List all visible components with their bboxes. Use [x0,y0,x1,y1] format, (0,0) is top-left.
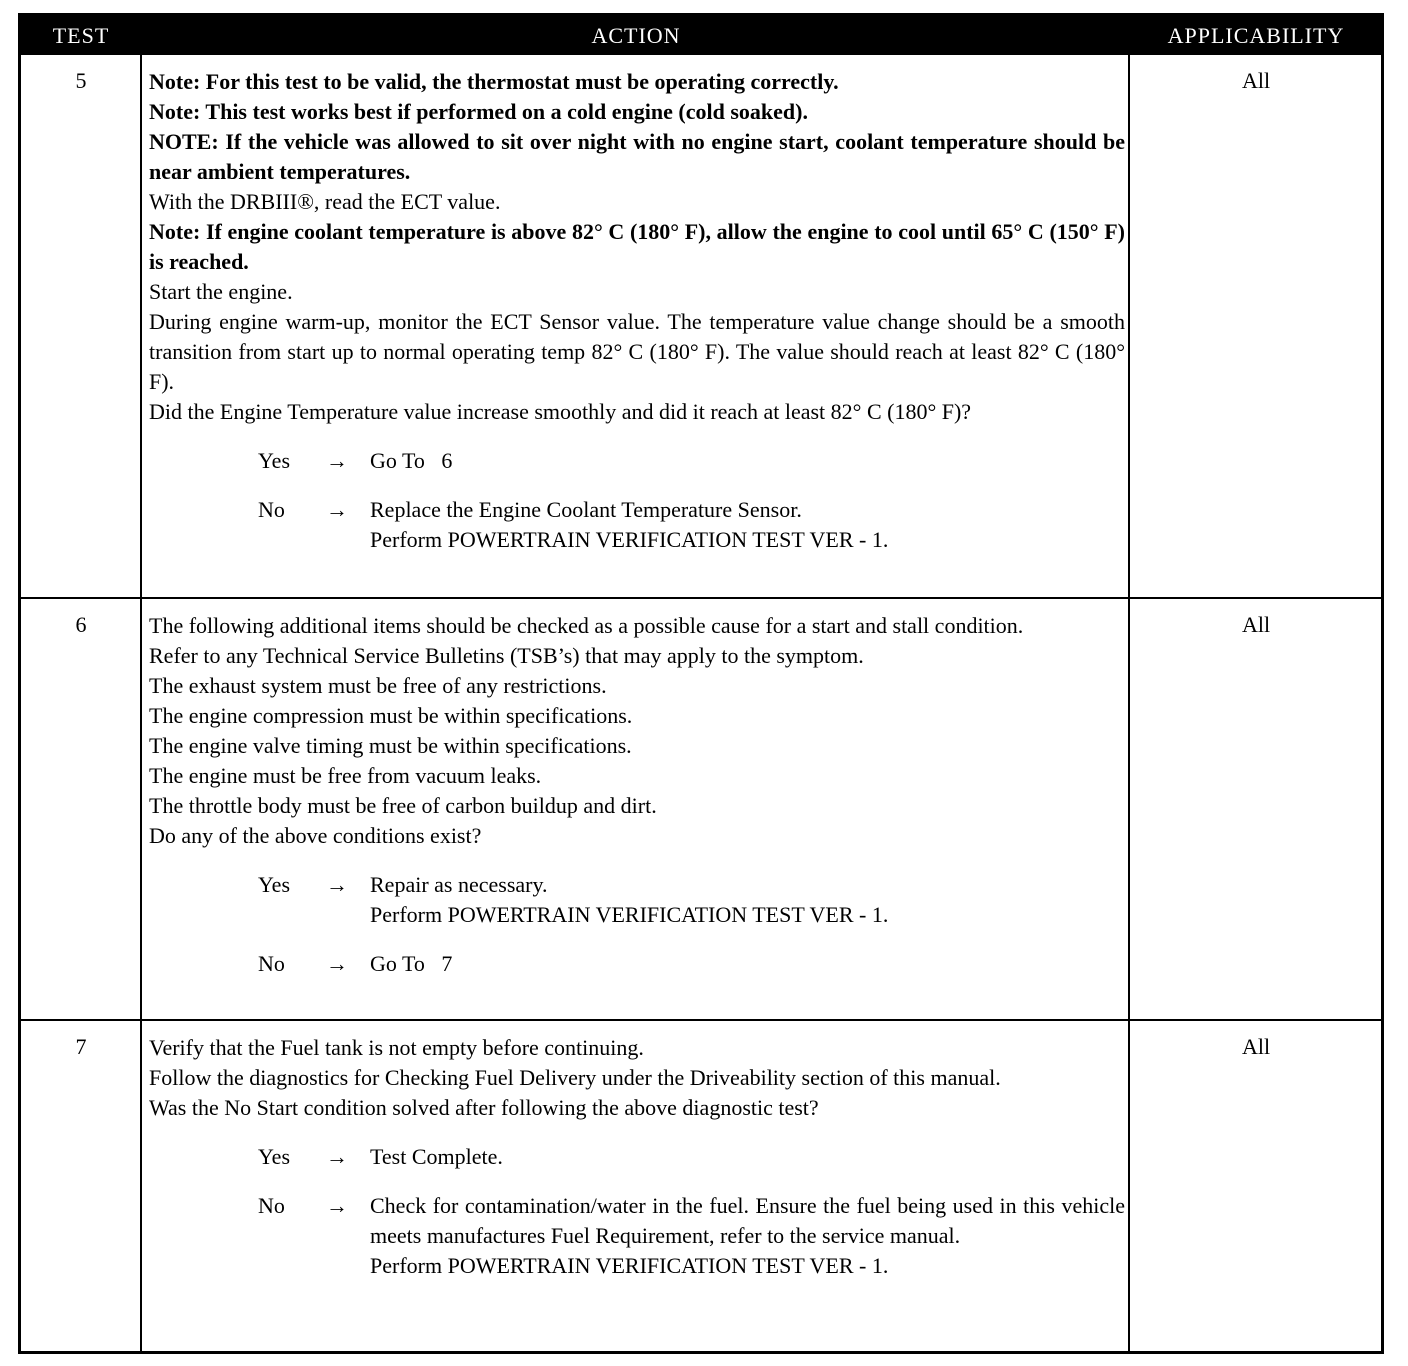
yes-label: Yes [258,872,291,897]
note-line: NOTE: If the vehicle was allowed to sit over night with no engine start, coolant temperature should be near ambient temperatures. [149,129,1125,184]
question-line: Did the Engine Temperature value increase smoothly and did it reach at least 82° C (180° F)? [149,399,972,424]
action-line: With the DRBIII®, read the ECT value. [149,189,501,214]
action-cell [149,611,1125,979]
test-number: 6 [75,612,87,637]
yes-result: Test Complete. [370,1144,503,1169]
arrow-icon: → [326,872,348,897]
yes-result: Go To 6 [370,448,453,473]
diagnostic-table [18,13,1384,1354]
no-result: Go To 7 [370,951,453,976]
question-line: Do any of the above conditions exist? [149,823,482,848]
applicability-value: All [1241,68,1271,93]
note-line: Note: This test works best if performed on a cold engine (cold soaked). [149,99,808,124]
yes-answer [149,870,1125,930]
note-line: Note: For this test to be valid, the thermostat must be operating correctly. [149,69,839,94]
no-result: Perform POWERTRAIN VERIFICATION TEST VER - 1. [370,1253,889,1278]
action-line: Refer to any Technical Service Bulletins (TSB’s) that may apply to the symptom. [149,643,864,668]
table-row [21,55,1381,597]
action-line: Follow the diagnostics for Checking Fuel Delivery under the Driveability section of this manual. [149,1065,1001,1090]
yes-answer [149,1142,1125,1172]
yes-result: Repair as necessary. [370,872,548,897]
yes-label: Yes [258,1144,291,1169]
yes-label: Yes [258,448,291,473]
action-line: During engine warm-up, monitor the ECT Sensor value. The temperature value change should be a smooth transition from start up to normal operating temp 82° C (180° F). The value should reach at least 82° C (180° F). [149,309,1125,394]
table-row [21,1021,1381,1351]
no-answer [149,495,1125,555]
header-test: TEST [52,23,110,48]
no-label: No [258,951,285,976]
yes-result: Perform POWERTRAIN VERIFICATION TEST VER - 1. [370,902,889,927]
table-row [21,599,1381,1019]
action-line: The exhaust system must be free of any restrictions. [149,673,607,698]
applicability-value: All [1241,1034,1271,1059]
header-applicability: APPLICABILITY [1167,23,1345,48]
test-number: 7 [75,1034,87,1059]
action-cell [149,67,1125,555]
question-line: Was the No Start condition solved after following the above diagnostic test? [149,1095,819,1120]
yes-answer [149,446,1125,476]
no-result: Replace the Engine Coolant Temperature Sensor. [370,497,802,522]
action-line: The following additional items should be checked as a possible cause for a start and stall condition. [149,613,1024,638]
action-line: The throttle body must be free of carbon buildup and dirt. [149,793,657,818]
action-line: Verify that the Fuel tank is not empty before continuing. [149,1035,644,1060]
no-label: No [258,1193,285,1218]
note-line: Note: If engine coolant temperature is above 82° C (180° F), allow the engine to cool until 65° C (150° F) is reached. [149,219,1125,274]
test-number: 5 [75,68,87,93]
action-line: The engine must be free from vacuum leaks. [149,763,542,788]
action-cell [149,1033,1125,1281]
header-action: ACTION [591,23,681,48]
arrow-icon: → [326,1193,348,1218]
action-line: The engine compression must be within specifications. [149,703,633,728]
action-line: Start the engine. [149,279,293,304]
arrow-icon: → [326,448,348,473]
applicability-value: All [1241,612,1271,637]
arrow-icon: → [326,951,348,976]
no-answer [149,1191,1125,1281]
arrow-icon: → [326,1144,348,1169]
no-result: Perform POWERTRAIN VERIFICATION TEST VER - 1. [370,527,889,552]
arrow-icon: → [326,497,348,522]
no-result: Check for contamination/water in the fuel. Ensure the fuel being used in this vehicle meets manufactures Fuel Requirement, refer to the service manual. [370,1193,1125,1248]
no-label: No [258,497,285,522]
action-line: The engine valve timing must be within specifications. [149,733,632,758]
no-answer [149,949,1125,979]
table-header [21,16,1381,55]
